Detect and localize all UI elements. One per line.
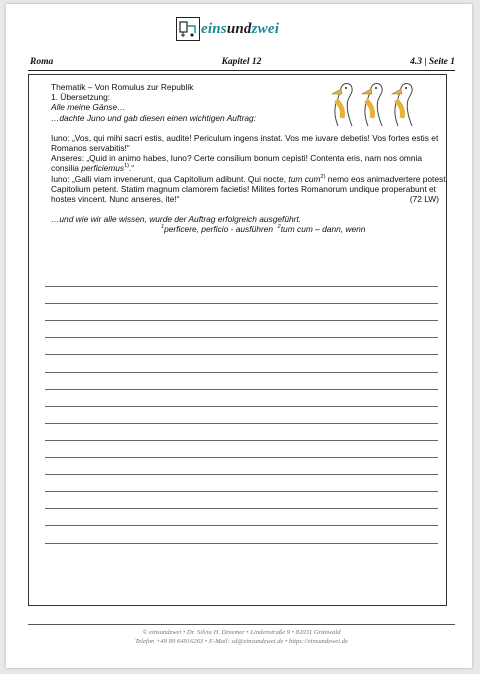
writing-line[interactable] — [45, 373, 438, 390]
latin-iuno-2: Iuno: „Galli viam invenerunt, qua Capitolium adibunt. Qui nocte, tum cum$^{2)}$ nemo eos animadvertere potest, Capitolium petent. Statim magnum clamorem facietis! Milites fortes Romanorum undique properabunt et hostes vincent. Nunc anseres, ite!“ (72 LW) — [51, 173, 448, 205]
assignment-text — [51, 82, 451, 235]
footnotes: $^1$perficere, perficio - ausführen $^2$tum cum – dann, wenn — [161, 224, 366, 235]
title-line: Alle meine Gänse… — [51, 102, 126, 113]
writing-area[interactable] — [45, 270, 438, 544]
writing-line[interactable] — [45, 509, 438, 526]
latin-iuno-1: Iuno: „Vos, qui mihi sacri estis, audite! Periculum ingens instat. Vos me iuvare debetis! Vos fortes estis et Romanos servabitis!“ — [51, 132, 439, 154]
writing-line[interactable] — [45, 441, 438, 458]
header-left: Roma — [30, 57, 54, 67]
logo-text: einsundzwei — [201, 20, 280, 37]
writing-line[interactable] — [45, 475, 438, 492]
writing-line[interactable] — [45, 407, 438, 424]
closing-line: …und wie wir alle wissen, wurde der Auftrag erfolgreich ausgeführt. — [51, 214, 302, 225]
latin-anseres: Anseres: „Quid in animo habes, Iuno? Certe consilium bonum cepisti! Contenta eris, nam nos omnia consilia perficiemus$^{1)}$.“ — [51, 153, 423, 174]
writing-line[interactable] — [45, 304, 438, 321]
topic-line: Thematik – Von Romulus zur Republik — [51, 82, 194, 92]
header-divider — [28, 70, 455, 71]
word-count: (72 LW) — [409, 194, 439, 205]
footer-contact: Telefon +49 89 64916263 • E-Mail: sd@einsundzwei.de • https://einsundzwei.de — [135, 638, 348, 645]
footer-address: © einsundzwei • Dr. Silvia H. Dreemer • Lindenstraße 9 • 82031 Grünwald — [142, 629, 341, 636]
writing-line[interactable] — [45, 355, 438, 372]
intro-line: …dachte Juno und gab diesen einen wichtigen Auftrag: — [51, 112, 257, 123]
logo-icon — [176, 17, 200, 41]
footer-divider — [28, 624, 455, 625]
writing-line[interactable] — [45, 492, 438, 509]
writing-line[interactable] — [45, 338, 438, 355]
writing-line[interactable] — [45, 424, 438, 441]
header-chapter: Kapitel 12 — [221, 57, 262, 67]
einsundzwei-logo — [176, 15, 279, 43]
writing-line[interactable] — [45, 526, 438, 543]
task-heading: 1. Übersetzung: — [51, 92, 111, 103]
header-page: 4.3 | Seite 1 — [410, 57, 455, 67]
page-footer — [28, 628, 455, 646]
writing-line[interactable] — [45, 321, 438, 338]
writing-line[interactable] — [45, 458, 438, 475]
writing-line[interactable] — [45, 270, 438, 287]
writing-line[interactable] — [45, 287, 438, 304]
writing-line[interactable] — [45, 390, 438, 407]
